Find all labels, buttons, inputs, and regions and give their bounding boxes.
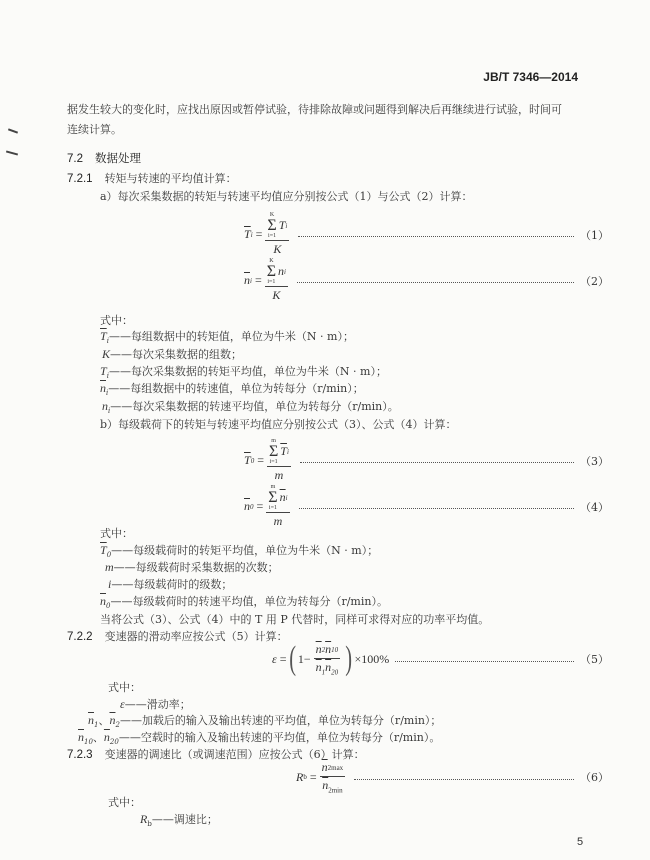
section-number: 7.2.2	[67, 631, 93, 643]
symbol: $\overline{T}$	[100, 329, 107, 343]
symbol: $\overline{n}$	[109, 713, 116, 727]
definition-text: ——每次采集数据的组数；	[110, 348, 243, 361]
definition-rb	[140, 811, 218, 828]
formula-number: （4）	[580, 500, 609, 514]
sum-upper: m	[270, 484, 276, 490]
subscript: i	[106, 372, 109, 381]
equals: =	[256, 499, 264, 513]
section-number: 7.2.3	[67, 749, 93, 761]
where-label: 式中：	[100, 314, 133, 327]
subscript: 0	[106, 602, 111, 611]
subscript: i	[286, 447, 289, 456]
numerator: $\overline{n}$	[325, 642, 332, 656]
subscript: i	[285, 221, 288, 230]
scan-mark	[8, 128, 18, 133]
symbol: $\overline{n}$	[78, 730, 84, 744]
item-a: a）每次采集数据的转矩与转速平均值应分别按公式（1）与公式（2）计算：	[100, 190, 473, 203]
sigma-icon: Σ	[268, 443, 279, 460]
definition-item	[100, 363, 387, 380]
sum-upper: K	[269, 212, 275, 218]
denominator: K	[272, 288, 281, 302]
symbol: T	[100, 364, 107, 378]
where-label: 式中：	[108, 796, 141, 809]
definition-text: ——加载后的输入及输出转速的平均值，单位为转每分（r/min）；	[119, 714, 442, 727]
subscript: i	[106, 389, 109, 398]
denominator: $\overline{n}$	[322, 778, 329, 792]
definition-item	[120, 696, 191, 712]
subscript: i	[250, 276, 252, 285]
equals: =	[309, 769, 317, 784]
denominator: $\overline{n}$	[325, 660, 332, 674]
dot-leader	[298, 236, 574, 237]
sigma-icon: Σ	[267, 217, 277, 234]
dot-leader	[395, 661, 574, 662]
subscript: 0	[106, 551, 112, 560]
scan-mark	[6, 150, 18, 155]
formula-lhs: $\overline{n}$	[244, 499, 250, 513]
fraction	[265, 212, 289, 257]
dot-leader	[299, 508, 574, 509]
dot-leader	[300, 462, 574, 463]
formula-2	[0, 258, 650, 303]
power-note: 当将公式（3）、公式（4）中的 T 用 P 代替时，同样可求得对应的功率平均值。	[100, 613, 490, 626]
formula-number: （2）	[580, 274, 609, 288]
subscript: 1	[321, 668, 326, 677]
symbol: $\overline{n}$	[103, 730, 110, 744]
subscript: 20	[109, 738, 119, 747]
definition-text: ——空载时的输入及输出转速的平均值，单位为转每分（r/min）。	[118, 731, 441, 744]
section-title: 变速器的滑动率应按公式（5）计算：	[104, 630, 288, 643]
fraction	[265, 258, 288, 303]
formula-3	[0, 438, 650, 483]
definition-item	[88, 712, 441, 729]
intro-line-1: 据发生较大的变化时，应找出原因或暂停试验，待排除故障或问题得到解决后再继续进行试验，时间可	[67, 103, 562, 116]
separator: 、	[98, 714, 110, 727]
formula-lhs: R	[296, 769, 304, 784]
definition-item	[102, 398, 399, 415]
subscript: 0	[250, 456, 255, 465]
subscript: i	[285, 493, 288, 502]
subscript: 0	[250, 502, 254, 511]
subscript: b	[303, 773, 307, 782]
definition-text: ——每次采集数据的转矩平均值，单位为牛米（N · m）；	[108, 365, 387, 378]
section-7-2-heading	[67, 150, 141, 166]
definition-text: ——每组数据中的转速值，单位为转每分（r/min）；	[108, 382, 364, 395]
symbol: $\overline{T}$	[100, 543, 107, 557]
numerator: $\overline{n}$	[279, 490, 286, 504]
definition-item	[100, 328, 354, 345]
equals: =	[279, 651, 287, 666]
definition-text: ——每级载荷时的级数；	[111, 578, 233, 591]
symbol: m	[105, 560, 114, 574]
section-title: 转矩与转速的平均值计算：	[104, 172, 237, 185]
formula-4	[0, 484, 650, 529]
sum-lower: i=1	[269, 459, 278, 465]
formula-lhs: $\overline{T}$	[244, 453, 251, 467]
symbol: R	[140, 812, 148, 826]
separator: 、	[92, 731, 104, 744]
section-7-2-1-heading	[67, 170, 237, 186]
left-paren: (	[288, 640, 296, 678]
right-paren: )	[345, 640, 353, 678]
document-code: JB/T 7346—2014	[483, 70, 578, 84]
subscript: i	[250, 230, 253, 239]
subscript: 10	[331, 645, 339, 654]
numerator: T	[278, 218, 286, 232]
definition-item	[78, 729, 440, 746]
equals: =	[257, 453, 264, 467]
section-number: 7.2	[67, 153, 83, 165]
fraction	[320, 760, 346, 794]
sum-upper: K	[269, 258, 274, 264]
dot-leader	[354, 779, 574, 780]
definition-text: ——滑动率；	[124, 698, 191, 711]
equals: =	[254, 273, 262, 287]
one-minus: 1−	[297, 651, 311, 666]
fraction	[266, 484, 289, 529]
dot-leader	[297, 282, 574, 283]
definition-item	[105, 559, 279, 576]
numerator: $\overline{T}$	[280, 444, 287, 458]
subscript: 20	[331, 668, 339, 677]
definition-item	[100, 593, 388, 610]
formula-1	[0, 212, 650, 257]
numerator: $\overline{n}$	[321, 760, 328, 774]
denominator: K	[273, 242, 282, 256]
section-number: 7.2.1	[67, 173, 93, 185]
definition-text: ——每次采集数据的转速平均值，单位为转每分（r/min）。	[110, 400, 399, 413]
formula-number: （5）	[580, 653, 609, 667]
sum-lower: i=1	[267, 279, 276, 285]
fraction	[314, 642, 341, 676]
definition-item	[100, 380, 364, 397]
subscript: i	[106, 337, 109, 346]
numerator: n	[278, 264, 285, 278]
where-label: 式中：	[108, 681, 141, 694]
subscript: 2min	[328, 786, 343, 795]
where-label: 式中：	[100, 527, 133, 540]
section-title: 变速器的调速比（或调速范围）应按公式（6）计算：	[104, 748, 365, 761]
symbol: $\overline{n}$	[100, 381, 106, 395]
equals: =	[255, 227, 263, 241]
symbol: K	[102, 347, 111, 361]
item-b: b）每级载荷下的转矩与转速平均值应分别按公式（3）、公式（4）计算：	[100, 418, 457, 431]
section-title: 数据处理	[95, 151, 141, 165]
subscript: i	[108, 407, 111, 416]
symbol: n	[102, 399, 108, 413]
symbol: $\overline{n}$	[88, 713, 94, 727]
fraction	[267, 438, 291, 483]
symbol: i	[108, 577, 112, 591]
definition-text: ——每级载荷时采集数据的次数；	[113, 561, 279, 574]
subscript: b	[147, 820, 152, 829]
sigma-icon: Σ	[268, 489, 278, 506]
formula-number: （6）	[580, 771, 609, 785]
definition-text: ——每级载荷时的转速平均值，单位为转每分（r/min）。	[110, 595, 388, 608]
formula-5	[0, 642, 650, 676]
definition-item	[108, 576, 232, 593]
definition-text: ——每组数据中的转矩值，单位为牛米（N · m）；	[108, 330, 354, 343]
subscript: 2max	[327, 763, 344, 772]
subscript: 1	[94, 721, 99, 730]
formula-lhs: $\overline{n}$	[244, 273, 250, 287]
definition-text: ——调速比；	[151, 813, 218, 826]
page-number: 5	[577, 836, 584, 848]
denominator: $\overline{n}$	[315, 660, 322, 674]
numerator: $\overline{n}$	[315, 642, 322, 656]
denominator: m	[274, 468, 284, 482]
subscript: 10	[84, 738, 93, 747]
formula-number: （3）	[580, 454, 609, 468]
intro-line-2: 连续计算。	[67, 123, 122, 136]
formula-number: （1）	[580, 228, 609, 242]
denominator: m	[273, 514, 283, 528]
formula-6	[0, 760, 650, 794]
symbol: ε	[120, 697, 125, 711]
definition-item	[100, 542, 378, 559]
subscript: 2	[321, 645, 326, 654]
subscript: i	[284, 267, 286, 276]
sum-upper: m	[271, 438, 276, 444]
sum-lower: i=1	[268, 505, 277, 511]
formula-lhs: ε	[272, 651, 277, 666]
symbol: $\overline{n}$	[100, 594, 106, 608]
definition-item	[102, 346, 242, 363]
sigma-icon: Σ	[266, 263, 277, 280]
definition-text: ——每级载荷时的转矩平均值，单位为牛米（N · m）；	[111, 544, 379, 557]
formula-lhs: $\overline{T}$	[244, 227, 251, 241]
times-100-percent: ×100%	[354, 651, 390, 666]
sum-lower: i=1	[268, 233, 277, 239]
subscript: 2	[115, 721, 120, 730]
